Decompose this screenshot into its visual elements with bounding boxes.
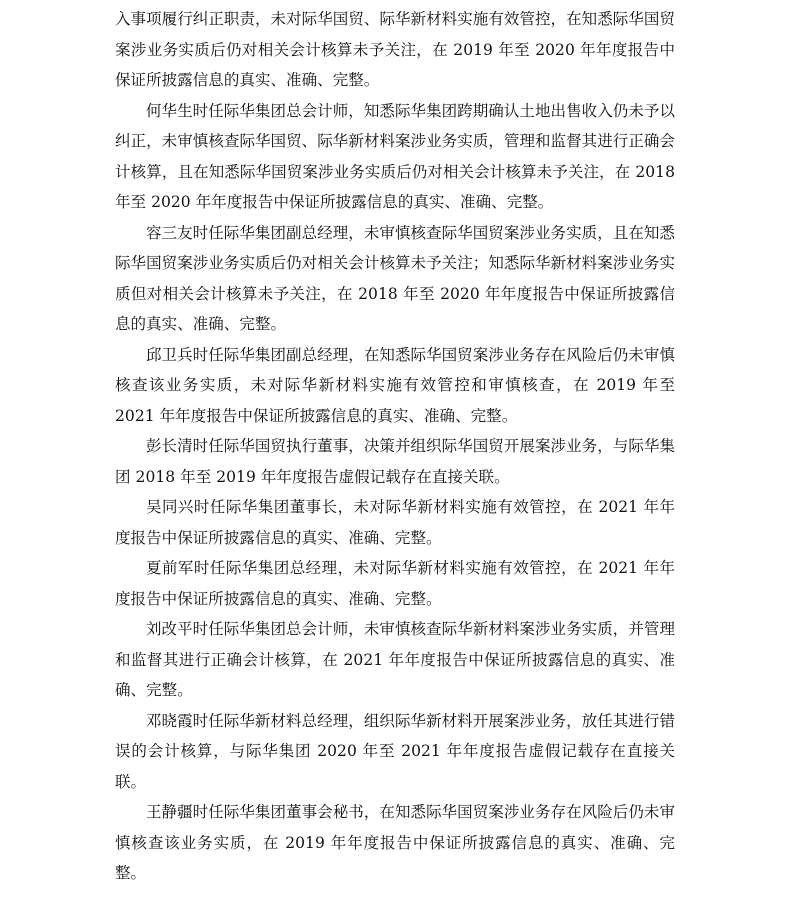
paragraph-wu-tongxing: 吴同兴时任际华集团董事长，未对际华新材料实施有效管控，在 2021 年年度报告中保证所披露信息的真实、准确、完整。 [115,498,675,547]
paragraph-wang-jingjiang: 王静疆时任际华集团董事会秘书，在知悉际华国贸案涉业务存在风险后仍未审慎核查该业务实质，在 2019 年年度报告中保证所披露信息的真实、准确、完整。 [115,803,675,882]
paragraph-xia-qianjun: 夏前军时任际华集团总经理，未对际华新材料实施有效管控，在 2021 年年度报告中保证所披露信息的真实、准确、完整。 [115,559,675,608]
paragraph-continuation: 入事项履行纠正职责，未对际华国贸、际华新材料实施有效管控，在知悉际华国贸案涉业务实质后仍对相关会计核算未予关注，在 2019 年至 2020 年年度报告中保证所披露信息的真实、准确、完整。 [115,10,675,89]
paragraph-deng-xiaoxia: 邓晓霞时任际华新材料总经理，组织际华新材料开展案涉业务，放任其进行错误的会计核算，与际华集团 2020 年至 2021 年年度报告虚假记载存在直接关联。 [115,711,675,791]
paragraph-he-huasheng: 何华生时任际华集团总会计师，知悉际华集团跨期确认土地出售收入仍未予以纠正，未审慎核查际华国贸、际华新材料案涉业务实质，管理和监督其进行正确会计核算，且在知悉际华国贸案涉业务实质后仍对相关会计核算未予关注，在 2018 年至 2020 年年度报告中保证所披露信息的真实、准确、完整。 [115,101,675,211]
paragraph-rong-sanyou: 容三友时任际华集团副总经理，未审慎核查际华国贸案涉业务实质，且在知悉际华国贸案涉业务实质后仍对相关会计核算未予关注；知悉际华新材料案涉业务实质但对相关会计核算未予关注，在 2018 年至 2020 年年度报告中保证所披露信息的真实、准确、完整。 [115,223,675,333]
paragraph-liu-gaiping: 刘改平时任际华集团总会计师，未审慎核查际华新材料案涉业务实质，并管理和监督其进行正确会计核算，在 2021 年年度报告中保证所披露信息的真实、准确、完整。 [115,620,675,699]
paragraph-qiu-weibing: 邱卫兵时任际华集团副总经理，在知悉际华国贸案涉业务存在风险后仍未审慎核查该业务实质，未对际华新材料实施有效管控和审慎核查，在 2019 年至 2021 年年度报告中保证所披露信息的真实、准确、完整。 [115,345,675,425]
document-body [115,4,675,889]
paragraph-peng-changqing: 彭长清时任际华国贸执行董事，决策并组织际华国贸开展案涉业务，与际华集团 2018 年至 2019 年年度报告虚假记载存在直接关联。 [115,437,675,486]
